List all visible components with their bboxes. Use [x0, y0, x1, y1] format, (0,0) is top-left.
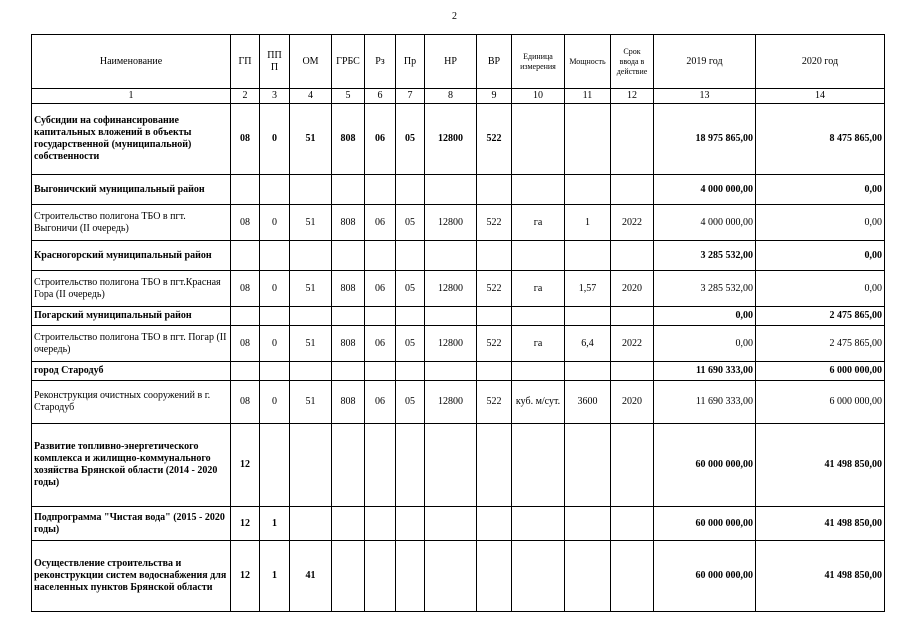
- table-cell: [332, 241, 365, 271]
- budget-table: [31, 34, 885, 612]
- table-cell: [565, 424, 611, 507]
- table-cell: [425, 175, 477, 205]
- table-cell: 51: [290, 381, 332, 424]
- table-cell: [396, 362, 425, 381]
- table-cell: [290, 175, 332, 205]
- column-number-row: [32, 89, 885, 104]
- table-cell: 6 000 000,00: [756, 362, 885, 381]
- column-number: 11: [565, 89, 611, 104]
- header-cell: Единица измерения: [512, 35, 565, 89]
- table-cell: [396, 307, 425, 326]
- header-cell: ВР: [477, 35, 512, 89]
- table-cell: 808: [332, 104, 365, 175]
- column-number: 9: [477, 89, 512, 104]
- table-cell: 2022: [611, 326, 654, 362]
- row-name-cell: Реконструкция очистных сооружений в г. Стародуб: [32, 381, 231, 424]
- table-cell: 06: [365, 326, 396, 362]
- table-cell: [565, 307, 611, 326]
- table-cell: 0: [260, 326, 290, 362]
- table-cell: [365, 175, 396, 205]
- table-cell: [512, 507, 565, 541]
- header-cell: 2019 год: [654, 35, 756, 89]
- table-cell: 08: [231, 205, 260, 241]
- column-number: 8: [425, 89, 477, 104]
- row-name-cell: Погарский муниципальный район: [32, 307, 231, 326]
- table-cell: [231, 241, 260, 271]
- table-cell: 522: [477, 326, 512, 362]
- table-cell: [365, 362, 396, 381]
- table-cell: [512, 362, 565, 381]
- header-cell: Пр: [396, 35, 425, 89]
- table-cell: 0,00: [756, 175, 885, 205]
- table-cell: 0,00: [756, 271, 885, 307]
- row-name-cell: город Стародуб: [32, 362, 231, 381]
- table-cell: [365, 424, 396, 507]
- row-name-cell: Развитие топливно-энергетического комплекса и жилищно-коммунального хозяйства Брянской области (2014 - 2020 годы): [32, 424, 231, 507]
- table-row: [32, 326, 885, 362]
- table-cell: 522: [477, 205, 512, 241]
- table-cell: 12: [231, 507, 260, 541]
- table-cell: 51: [290, 271, 332, 307]
- table-cell: 8 475 865,00: [756, 104, 885, 175]
- column-number: 1: [32, 89, 231, 104]
- row-name-cell: Субсидии на софинансирование капитальных вложений в объекты государственной (муниципальной) собственности: [32, 104, 231, 175]
- column-number: 14: [756, 89, 885, 104]
- row-name-cell: Строительство полигона ТБО в пгт. Погар (II очередь): [32, 326, 231, 362]
- table-cell: 08: [231, 326, 260, 362]
- table-cell: 1: [260, 507, 290, 541]
- table-cell: га: [512, 326, 565, 362]
- table-cell: [512, 541, 565, 612]
- table-cell: [396, 241, 425, 271]
- row-name-cell: Красногорский муниципальный район: [32, 241, 231, 271]
- table-cell: куб. м/сут.: [512, 381, 565, 424]
- table-cell: [396, 175, 425, 205]
- header-cell: ОМ: [290, 35, 332, 89]
- table-cell: [332, 307, 365, 326]
- table-cell: [425, 424, 477, 507]
- table-cell: 12800: [425, 104, 477, 175]
- table-cell: [231, 175, 260, 205]
- table-cell: 2 475 865,00: [756, 326, 885, 362]
- table-cell: 808: [332, 381, 365, 424]
- table-cell: 0: [260, 205, 290, 241]
- table-cell: 05: [396, 326, 425, 362]
- table-cell: 0,00: [654, 307, 756, 326]
- table-cell: 06: [365, 205, 396, 241]
- table-cell: 41 498 850,00: [756, 541, 885, 612]
- table-cell: 41 498 850,00: [756, 507, 885, 541]
- table-cell: 08: [231, 271, 260, 307]
- table-cell: 41 498 850,00: [756, 424, 885, 507]
- table-cell: [365, 241, 396, 271]
- table-cell: 05: [396, 271, 425, 307]
- header-cell: Срок ввода в действие: [611, 35, 654, 89]
- table-cell: [260, 241, 290, 271]
- section-row: [32, 175, 885, 205]
- table-cell: 522: [477, 104, 512, 175]
- table-cell: 0,00: [654, 326, 756, 362]
- table-cell: 51: [290, 104, 332, 175]
- section-row: [32, 541, 885, 612]
- row-name-cell: Осуществление строительства и реконструкции систем водоснабжения для населенных пунктов Брянской области: [32, 541, 231, 612]
- table-cell: [611, 307, 654, 326]
- section-row: [32, 362, 885, 381]
- table-cell: [512, 307, 565, 326]
- table-cell: [565, 241, 611, 271]
- table-row: [32, 271, 885, 307]
- table-cell: [611, 541, 654, 612]
- table-cell: 08: [231, 381, 260, 424]
- table-cell: 0: [260, 104, 290, 175]
- table-cell: 2 475 865,00: [756, 307, 885, 326]
- table-cell: [512, 424, 565, 507]
- table-cell: 3 285 532,00: [654, 241, 756, 271]
- table-cell: 0: [260, 381, 290, 424]
- table-cell: [565, 507, 611, 541]
- table-cell: 60 000 000,00: [654, 541, 756, 612]
- column-number: 6: [365, 89, 396, 104]
- section-row: [32, 241, 885, 271]
- table-cell: 0: [260, 271, 290, 307]
- table-cell: 08: [231, 104, 260, 175]
- table-cell: 12800: [425, 271, 477, 307]
- section-row: [32, 424, 885, 507]
- table-cell: [231, 307, 260, 326]
- table-cell: 4 000 000,00: [654, 205, 756, 241]
- table-cell: [365, 507, 396, 541]
- table-cell: [396, 541, 425, 612]
- table-cell: [365, 307, 396, 326]
- table-cell: [565, 104, 611, 175]
- table-cell: [477, 541, 512, 612]
- table-cell: 522: [477, 381, 512, 424]
- table-cell: [611, 424, 654, 507]
- table-cell: 6,4: [565, 326, 611, 362]
- header-cell: ПП П: [260, 35, 290, 89]
- table-cell: 06: [365, 104, 396, 175]
- table-cell: [290, 362, 332, 381]
- table-cell: [611, 507, 654, 541]
- table-cell: [565, 362, 611, 381]
- table-cell: 18 975 865,00: [654, 104, 756, 175]
- table-cell: 808: [332, 326, 365, 362]
- table-cell: 60 000 000,00: [654, 424, 756, 507]
- table-cell: [396, 507, 425, 541]
- table-cell: 0,00: [756, 205, 885, 241]
- row-name-cell: Выгоничский муниципальный район: [32, 175, 231, 205]
- table-cell: 6 000 000,00: [756, 381, 885, 424]
- table-cell: 05: [396, 104, 425, 175]
- table-cell: [425, 241, 477, 271]
- table-cell: [512, 175, 565, 205]
- table-cell: [332, 541, 365, 612]
- table-cell: [565, 175, 611, 205]
- table-cell: 808: [332, 205, 365, 241]
- column-number: 5: [332, 89, 365, 104]
- table-cell: [365, 541, 396, 612]
- table-cell: га: [512, 271, 565, 307]
- table-row: [32, 205, 885, 241]
- header-cell: Рз: [365, 35, 396, 89]
- table-cell: [512, 104, 565, 175]
- table-cell: [260, 175, 290, 205]
- table-cell: [396, 424, 425, 507]
- table-cell: 51: [290, 205, 332, 241]
- table-cell: 12: [231, 541, 260, 612]
- table-cell: 0,00: [756, 241, 885, 271]
- table-cell: [290, 241, 332, 271]
- table-cell: 06: [365, 271, 396, 307]
- header-cell: Наименование: [32, 35, 231, 89]
- table-cell: 06: [365, 381, 396, 424]
- table-cell: [477, 175, 512, 205]
- header-cell: ГРБС: [332, 35, 365, 89]
- table-cell: га: [512, 205, 565, 241]
- table-cell: 11 690 333,00: [654, 381, 756, 424]
- table-cell: [512, 241, 565, 271]
- section-row: [32, 507, 885, 541]
- table-cell: [611, 241, 654, 271]
- table-cell: 12: [231, 424, 260, 507]
- table-row: [32, 381, 885, 424]
- table-cell: [260, 307, 290, 326]
- table-cell: [477, 362, 512, 381]
- table-cell: 2020: [611, 381, 654, 424]
- row-name-cell: Строительство полигона ТБО в пгт. Выгоничи (II очередь): [32, 205, 231, 241]
- table-cell: 1,57: [565, 271, 611, 307]
- table-cell: [611, 175, 654, 205]
- table-cell: [425, 541, 477, 612]
- table-cell: 51: [290, 326, 332, 362]
- table-cell: [332, 362, 365, 381]
- table-cell: 1: [565, 205, 611, 241]
- column-number: 7: [396, 89, 425, 104]
- table-cell: [477, 507, 512, 541]
- table-cell: 2022: [611, 205, 654, 241]
- table-cell: 808: [332, 271, 365, 307]
- row-name-cell: Строительство полигона ТБО в пгт.Красная Гора (II очередь): [32, 271, 231, 307]
- table-cell: 1: [260, 541, 290, 612]
- column-number: 10: [512, 89, 565, 104]
- table-cell: [611, 362, 654, 381]
- table-cell: 11 690 333,00: [654, 362, 756, 381]
- table-cell: [425, 362, 477, 381]
- header-cell: ГП: [231, 35, 260, 89]
- table-cell: [477, 424, 512, 507]
- page-number: 2: [452, 11, 457, 22]
- header-cell: НР: [425, 35, 477, 89]
- table-cell: [477, 307, 512, 326]
- table-cell: 60 000 000,00: [654, 507, 756, 541]
- column-number: 3: [260, 89, 290, 104]
- column-number: 13: [654, 89, 756, 104]
- table-cell: 41: [290, 541, 332, 612]
- table-cell: [290, 307, 332, 326]
- table-cell: [477, 241, 512, 271]
- table-cell: [425, 307, 477, 326]
- table-cell: 05: [396, 205, 425, 241]
- column-number: 4: [290, 89, 332, 104]
- header-cell: 2020 год: [756, 35, 885, 89]
- table-cell: [290, 507, 332, 541]
- table-cell: [260, 424, 290, 507]
- header-cell: Мощность: [565, 35, 611, 89]
- section-row: [32, 104, 885, 175]
- section-row: [32, 307, 885, 326]
- table-cell: [332, 507, 365, 541]
- table-cell: [425, 507, 477, 541]
- header-row: [32, 35, 885, 89]
- column-number: 12: [611, 89, 654, 104]
- table-cell: 12800: [425, 326, 477, 362]
- table-cell: [332, 424, 365, 507]
- table-cell: 12800: [425, 381, 477, 424]
- table-cell: 522: [477, 271, 512, 307]
- table-cell: 12800: [425, 205, 477, 241]
- table-cell: [290, 424, 332, 507]
- table-cell: [565, 541, 611, 612]
- row-name-cell: Подпрограмма "Чистая вода" (2015 - 2020 годы): [32, 507, 231, 541]
- table-cell: 2020: [611, 271, 654, 307]
- column-number: 2: [231, 89, 260, 104]
- table-cell: [332, 175, 365, 205]
- table-cell: 4 000 000,00: [654, 175, 756, 205]
- table-cell: [260, 362, 290, 381]
- table-cell: [231, 362, 260, 381]
- table-cell: 3600: [565, 381, 611, 424]
- table-cell: [611, 104, 654, 175]
- table-cell: 3 285 532,00: [654, 271, 756, 307]
- table-cell: 05: [396, 381, 425, 424]
